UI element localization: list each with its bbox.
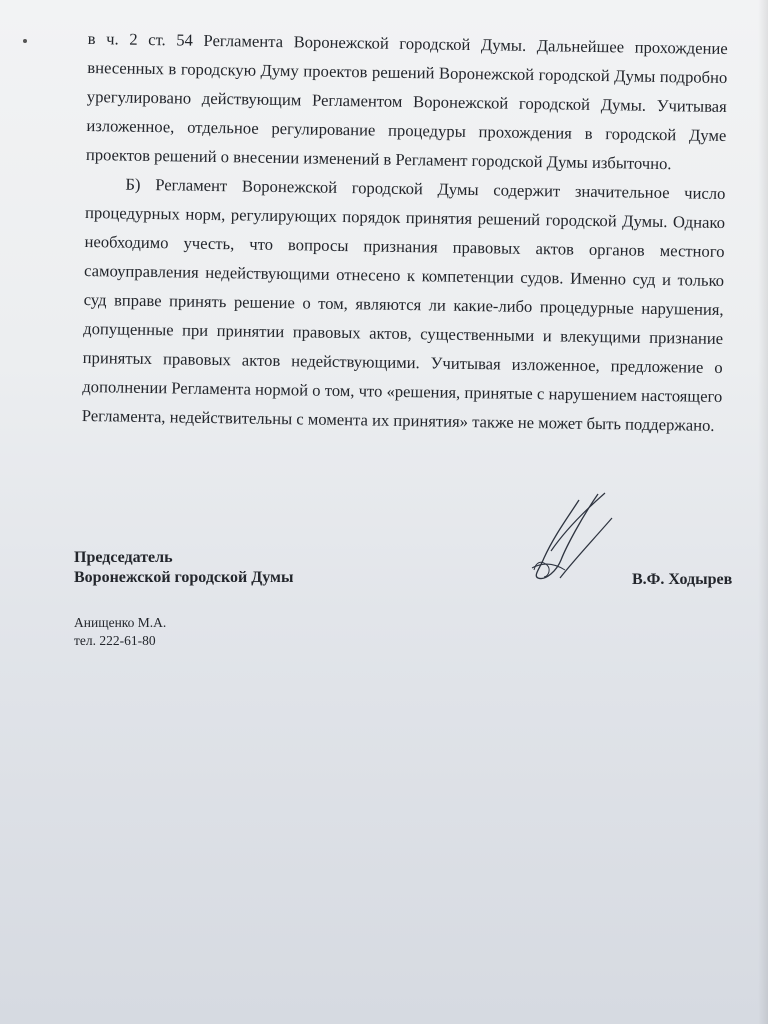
signer-name: В.Ф. Ходырев bbox=[632, 571, 733, 588]
contact-block bbox=[74, 614, 166, 650]
document-body bbox=[82, 24, 728, 440]
signature-title-line-2: Воронежской городской Думы bbox=[74, 569, 294, 586]
handwritten-signature bbox=[520, 492, 620, 588]
paragraph-1: в ч. 2 ст. 54 Регламента Воронежской городской Думы. Дальнейшее прохождение внесенных в городскую Думу проектов решений Воронежской городской Думы подробно урегулировано действующим Регламентом Воронежской городской Думы. Учитывая изложенное, отдельное регулирование процедуры прохождения в городской Думе проектов решений о внесении изменений в Регламент городской Думы избыточно. bbox=[85, 28, 728, 174]
page-edge-shadow bbox=[758, 0, 768, 1024]
signature-title-block bbox=[74, 548, 293, 588]
contact-phone: тел. 222-61-80 bbox=[74, 633, 156, 648]
contact-person: Анищенко М.А. bbox=[74, 615, 167, 630]
paragraph-2: Б) Регламент Воронежской городской Думы содержит значительное число процедурных норм, регулирующих порядок принятия решений городской Думы. Однако необходимо учесть, что вопросы признания правовых актов органов местного самоуправления недействующими отнесено к компетенции судов. Именно суд и только суд вправе принять решение о том, являются ли какие-либо процедурные нарушения, допущенные при принятии правовых актов, существенными и влекущими признание принятых правовых актов недействующими. Учитывая изложенное, предложение о дополнении Регламента нормой о том, что «решения, принятые с нарушением настоящего Регламента, недействительны с момента их принятия» также не может быть поддержано. bbox=[81, 174, 726, 435]
margin-mark bbox=[23, 39, 27, 43]
signature-title-line-1: Председатель bbox=[74, 549, 173, 566]
